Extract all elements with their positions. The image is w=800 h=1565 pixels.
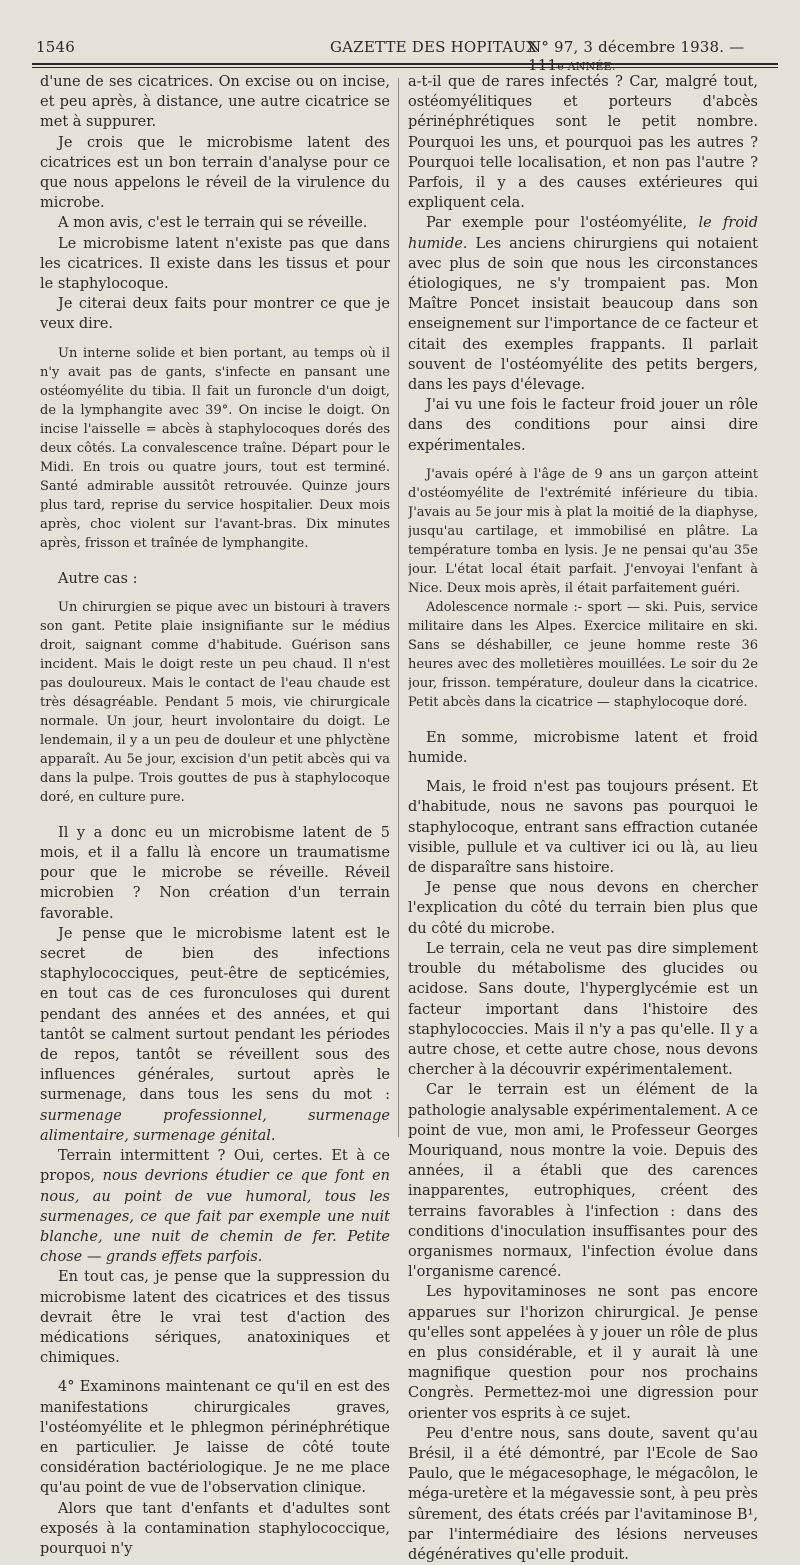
paragraph: Alors que tant d'enfants et d'adultes sont exposés à la contamination staphylococcique, pourquoi n'y — [40, 1500, 390, 1557]
paragraph: Car le terrain est un élément de la pathologie analysable expérimentalement. A ce point de vue, mon ami, le Professeur Georges Mouriquand, nous montre la voie. Depuis des années, il a établi que des carences inapparentes, eutrophiques, créent des terrains favorables à l'infection : dans des conditions d'inoculation insuffisantes pour des organismes normaux, l'infection évolue dans l'organisme carencé. — [408, 1082, 758, 1281]
case-report: Adolescence normale :- sport — ski. Puis, service militaire dans les Alpes. Exercice militaire en ski. Sans se déshabiller, ce jeune homme reste 36 heures avec des molletières mouillées. Le soir du 2e jour, frisson. température, douleur dans la cicatrice. Petit abcès dans la cicatrice — staphylocoque doré. — [408, 599, 758, 710]
paragraph: En tout cas, je pense que la suppression du microbisme latent des cicatrices et des tissus devrait être le vrai test d'action des médications sériques, anatoxiniques et chimiques. — [40, 1269, 390, 1367]
paragraph: Je citerai deux faits pour montrer ce que je veux dire. — [40, 296, 390, 333]
paragraph: Je crois que le microbisme latent des cicatrices est un bon terrain d'analyse pour ce que nous appelons le réveil de la virulence du microbe. — [40, 134, 390, 212]
paragraph: Les hypovitaminoses ne sont pas encore apparues sur l'horizon chirurgical. Je pense qu'elles sont appelées à y jouer un rôle de plus en plus considérable, et il y aurait là une magnifique question pour nos prochains Congrès. Permettez-moi une digression pour orienter vos esprits à ce sujet. — [408, 1284, 758, 1422]
emphasis: nous devrions étudier ce que font en nous, au point de vue humoral, tous les surmenages, ce que fait par exemple une nuit blanche, une nuit de chemin de fer. Petite chose — grands effets parfois. — [40, 1168, 390, 1266]
case-report: J'avais opéré à l'âge de 9 ans un garçon atteint d'ostéomyélite de l'extrémité inférieure du tibia. J'avais au 5e jour mis à plat la moitié de la diaphyse, jusqu'au cartilage, et immobilisé en plâtre. La température tomba en lysis. Je ne pensai qu'au 35e jour. L'état local était parfait. J'envoyai l'enfant à Nice. Deux mois après, il était parfaitement guéri. — [408, 466, 758, 596]
column-separator — [398, 78, 399, 1137]
paragraph: Je pense que le microbisme latent est le secret de bien des infections staphylococciques, peut-être de septicémies, en tout cas de ces furonculoses qui durent pendant des années et des années, et qui tantôt se calment surtout pendant les périodes de repos, tantôt se réveillent sous des influences générales, surtout après le surmenage, dans tous les sens du mot : surmenage professionnel, surmenage alimentaire, surmenage génital. — [40, 925, 390, 1144]
emphasis: surmenage professionnel, surmenage alimentaire, surmenage génital. — [40, 1107, 390, 1144]
left-column — [40, 72, 390, 1559]
paragraph: Je pense que nous devons en chercher l'explication du côté du terrain bien plus que du côté du microbe. — [408, 880, 758, 937]
section-heading: 4° Examinons maintenant ce qu'il en est des manifestations chirurgicales graves, l'ostéomyélite et le phlegmon périnéphrétique en particulier. Je laisse de côté toute considération bactériologique. Je ne me place qu'au point de vue de l'observation clinique. — [40, 1379, 390, 1497]
paragraph: J'ai vu une fois le facteur froid jouer un rôle dans des conditions pour ainsi dire expérimentales. — [408, 397, 758, 454]
journal-title: GAZETTE DES HOPITAUX — [330, 38, 537, 56]
summary-line: En somme, microbisme latent et froid humide. — [408, 729, 758, 767]
header-rule — [32, 63, 778, 65]
paragraph: Peu d'entre nous, sans doute, savent qu'au Brésil, il a été démontré, par l'Ecole de Sao Paulo, que le mégacesophage, le mégacôlon, le méga-uretère et la mégavessie sont, à peu près sûrement, des états créés par l'avitaminose B¹, par l'intermédiaire des lésions nerveuses dégénératives qu'elle produit. — [408, 1425, 758, 1563]
year-suffix: e ANNÉE. — [557, 60, 616, 73]
case-report: Un interne solide et bien portant, au temps où il n'y avait pas de gants, s'infecte en pansant une ostéomyélite du tibia. Il fait un furoncle d'un doigt, de la lymphangite avec 39°. On incise le doigt. On incise l'aisselle = abcès à staphylocoques dorés des deux côtés. La convalescence traîne. Départ pour le Midi. En trois ou quatre jours, tout est terminé. Santé admirable aussitôt retrouvée. Quinze jours plus tard, reprise du service hospitalier. Deux mois après, choc violent sur l'avant-bras. Dix minutes après, frisson et traînée de lymphangite. — [40, 345, 390, 551]
issue-date: N° 97, 3 décembre 1938. — 111e ANNÉE. — [528, 38, 745, 74]
paragraph: Mais, le froid n'est pas toujours présent. Et d'habitude, nous ne savons pas pourquoi le staphylocoque, entrant sans effraction cutanée visible, pullule et va cultiver ici ou là, au lieu de disparaître sans histoire. — [408, 779, 758, 877]
paragraph: a-t-il que de rares infectés ? Car, malgré tout, ostéomyélitiques et porteurs d'abcès périnéphrétiques sont le petit nombre. Pourquoi les uns, et pourquoi pas les autres ? Pourquoi telle localisation, et non pas l'autre ? Parfois, il y a des causes extérieures qui expliquent cela. — [408, 74, 758, 212]
paragraph: A mon avis, c'est le terrain qui se réveille. — [58, 215, 368, 232]
paragraph: Par exemple pour l'ostéomyélite, le froid humide. Les anciens chirurgiens qui notaient avec plus de soin que nous les circonstances étiologiques, ne s'y trompaient pas. Mon Maître Poncet insistait beaucoup dans son enseignement sur l'importance de ce facteur et citait des exemples frappants. Il parlait souvent de l'ostéomyélite des petits bergers, dans les pays d'élevage. — [408, 215, 758, 394]
case-heading: Autre cas : — [58, 570, 138, 587]
paragraph: d'une de ses cicatrices. On excise ou on incise, et peu après, à distance, une autre cicatrice se met à suppurer. — [40, 74, 390, 131]
paragraph: Le microbisme latent n'existe pas que dans les cicatrices. Il existe dans les tissus et pour le staphylocoque. — [40, 235, 390, 293]
page-header — [22, 38, 782, 74]
emphasis: le froid humide. — [408, 215, 758, 252]
paragraph: Il y a donc eu un microbisme latent de 5 mois, et il a fallu là encore un traumatisme pour que le microbe se réveille. Réveil microbien ? Non création d'un terrain favorable. — [40, 824, 390, 922]
paragraph: Le terrain, cela ne veut pas dire simplement trouble du métabolisme des glucides ou acidose. Sans doute, l'hyperglycémie est un facteur important dans l'histoire des staphylococcies. Mais il n'y a pas qu'elle. Il y a autre chose, et cette autre chose, nous devons chercher à la découvrir expérimentalement. — [408, 940, 758, 1079]
header-rule-thin — [32, 67, 778, 68]
page-number: 1546 — [36, 38, 75, 56]
case-report: Un chirurgien se pique avec un bistouri à travers son gant. Petite plaie insignifiante sur le médius droit, saignant comme d'habitude. Guérison sans incident. Mais le doigt reste un peu chaud. Il n'est pas douloureux. Mais le contact de l'eau chaude est très désagréable. Pendant 5 mois, vie chirurgicale normale. Un jour, heurt involontaire du doigt. Le lendemain, il y a un peu de douleur et une phlyctène apparaît. Au 5e jour, excision d'un petit abcès qui va dans la pulpe. Trois gouttes de pus à staphylocoque doré, en culture pure. — [40, 599, 390, 805]
paragraph: Terrain intermittent ? Oui, certes. Et à ce propos, nous devrions étudier ce que font en nous, au point de vue humoral, tous les surmenages, ce que fait par exemple une nuit blanche, une nuit de chemin de fer. Petite chose — grands effets parfois. — [40, 1148, 390, 1266]
right-column — [408, 72, 758, 1565]
